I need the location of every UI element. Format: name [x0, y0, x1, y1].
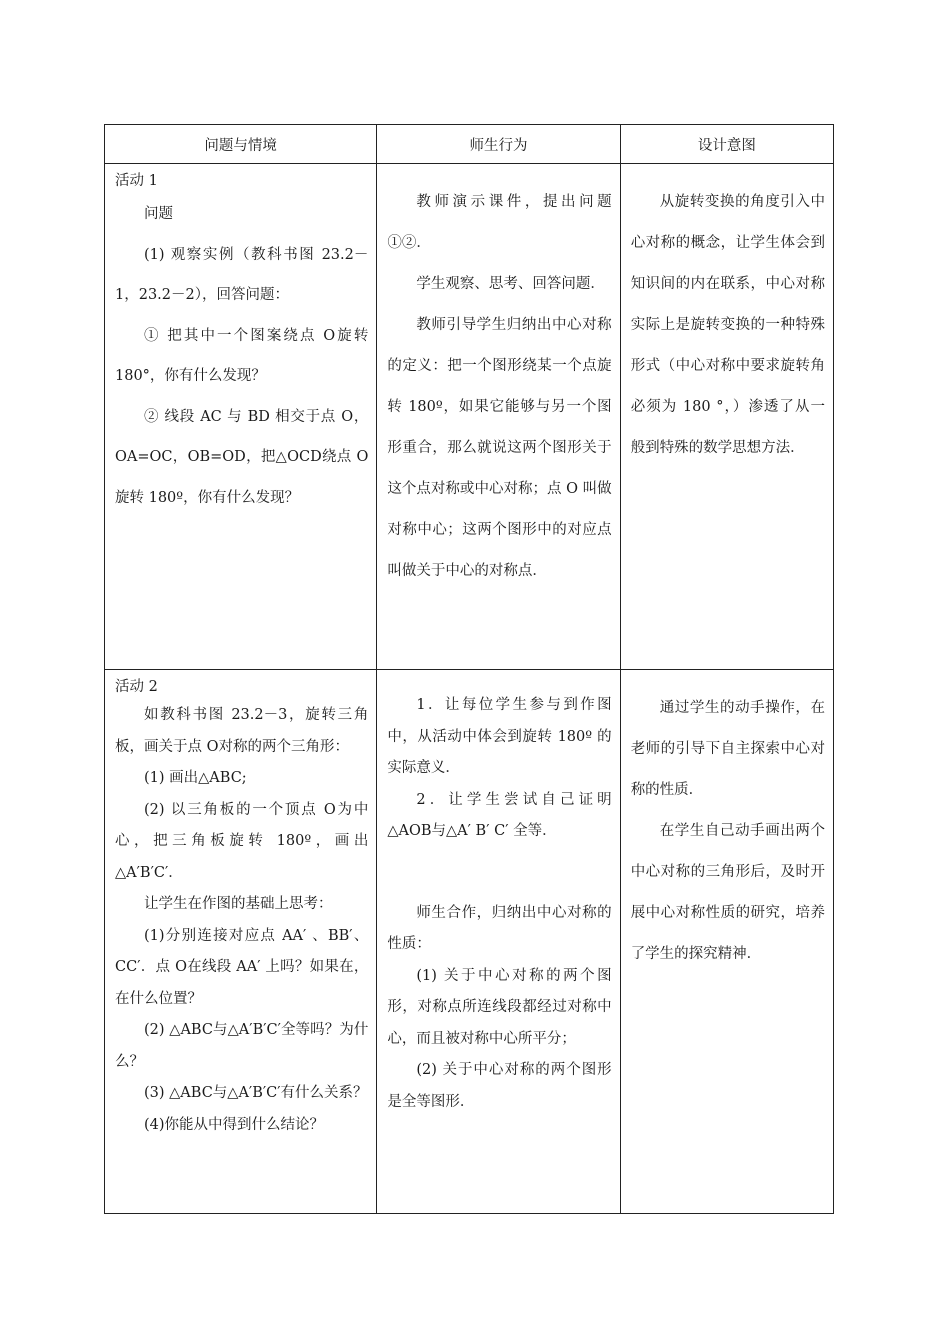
header-row: [105, 125, 834, 164]
activity1-intent-1: 从旋转变换的角度引入中心对称的概念，让学生体会到知识间的内在联系，中心对称实际上是旋转变换的一种特殊形式（中心对称中要求旋转角必须为 180 °，）渗透了从一般到特殊的数学思想方法．: [630, 194, 825, 456]
activity1-problem-cell: [105, 164, 377, 670]
activity2-think-prompt: 让学生在作图的基础上思考：: [144, 896, 333, 912]
header-teacher-student-behavior: 师生行为: [377, 125, 620, 164]
header-design-intent: 设计意图: [620, 125, 833, 164]
activity1-row: [105, 164, 834, 670]
activity1-behavior-2: 学生观察、思考、回答问题．: [416, 276, 605, 292]
activity2-step-2: (2) 以三角板的一个顶点 O为中心，把三角板旋转 180º，画出△A′B′C′．: [115, 801, 369, 881]
activity2-intent-1: 通过学生的动手操作，在老师的引导下自主探索中心对称的性质．: [630, 700, 825, 798]
activity2-step-1: (1) 画出△ABC;: [144, 770, 247, 786]
activity1-question-1: (1) 观察实例（教科书图 23.2－1，23.2－2），回答问题：: [115, 246, 369, 303]
activity2-intro: 如教科书图 23.2－3，旋转三角板，画关于点 O对称的两个三角形：: [115, 707, 369, 755]
activity2-behavior-2: 2．让学生尝试自己证明△AOB与△A′ B′ C′ 全等．: [387, 791, 612, 839]
activity2-think-4: (4)你能从中得到什么结论？: [144, 1116, 325, 1133]
activity1-question-1b: ② 线段 AC 与 BD 相交于点 O，OA=OC，OB=OD，把△OCD绕点 O 旋转 180º，你有什么发现？: [115, 408, 369, 506]
activity2-title: 活动 2: [115, 679, 158, 695]
activity2-property-1: (1) 关于中心对称的两个图形，对称点所连线段都经过对称中心，而且被对称中心所平分；: [387, 967, 612, 1047]
activity2-behavior-3: 师生合作，归纳出中心对称的性质：: [387, 904, 612, 952]
activity1-title: 活动 1: [115, 173, 158, 189]
activity1-behavior-3: 教师引导学生归纳出中心对称的定义：把一个图形绕某一个点旋转 180º，如果它能够与另一个图形重合，那么就说这两个图形关于这个点对称或中心对称；点 O 叫做对称中心；这两个图形中的对应点叫做关于中心的对称点．: [387, 317, 612, 579]
header-problem-situation: 问题与情境: [105, 125, 377, 164]
activity2-problem-cell: [105, 670, 377, 1214]
activity2-behavior-cell: [377, 670, 620, 1214]
activity2-behavior-1: 1．让每位学生参与到作图中，从活动中体会到旋转 180º 的实际意义．: [387, 697, 612, 776]
activity1-behavior-cell: [377, 164, 620, 670]
activity1-intent-cell: [620, 164, 833, 670]
activity2-think-1: (1)分别连接对应点 AA′ 、BB′、CC′．点 O在线段 AA′ 上吗？如果在，在什么位置？: [115, 927, 369, 1007]
activity2-property-2: (2) 关于中心对称的两个图形是全等图形．: [387, 1062, 612, 1110]
activity1-problem-label: 问题: [144, 206, 173, 222]
activity2-row: [105, 670, 834, 1214]
spacer: [387, 848, 611, 898]
activity1-behavior-1: 教师演示课件，提出问题①②．: [387, 194, 612, 251]
activity2-think-3: (3) △ABC与△A′B′C′有什么关系？: [144, 1085, 368, 1101]
activity1-question-1a: ① 把其中一个图案绕点 O旋转 180°，你有什么发现？: [115, 327, 369, 384]
lesson-plan-table: [104, 124, 834, 1214]
activity2-think-2: (2) △ABC与△A′B′C′全等吗？为什么？: [115, 1022, 369, 1070]
activity2-intent-cell: [620, 670, 833, 1214]
activity2-intent-2: 在学生自己动手画出两个中心对称的三角形后，及时开展中心对称性质的研究，培养了学生的探究精神．: [630, 823, 825, 962]
